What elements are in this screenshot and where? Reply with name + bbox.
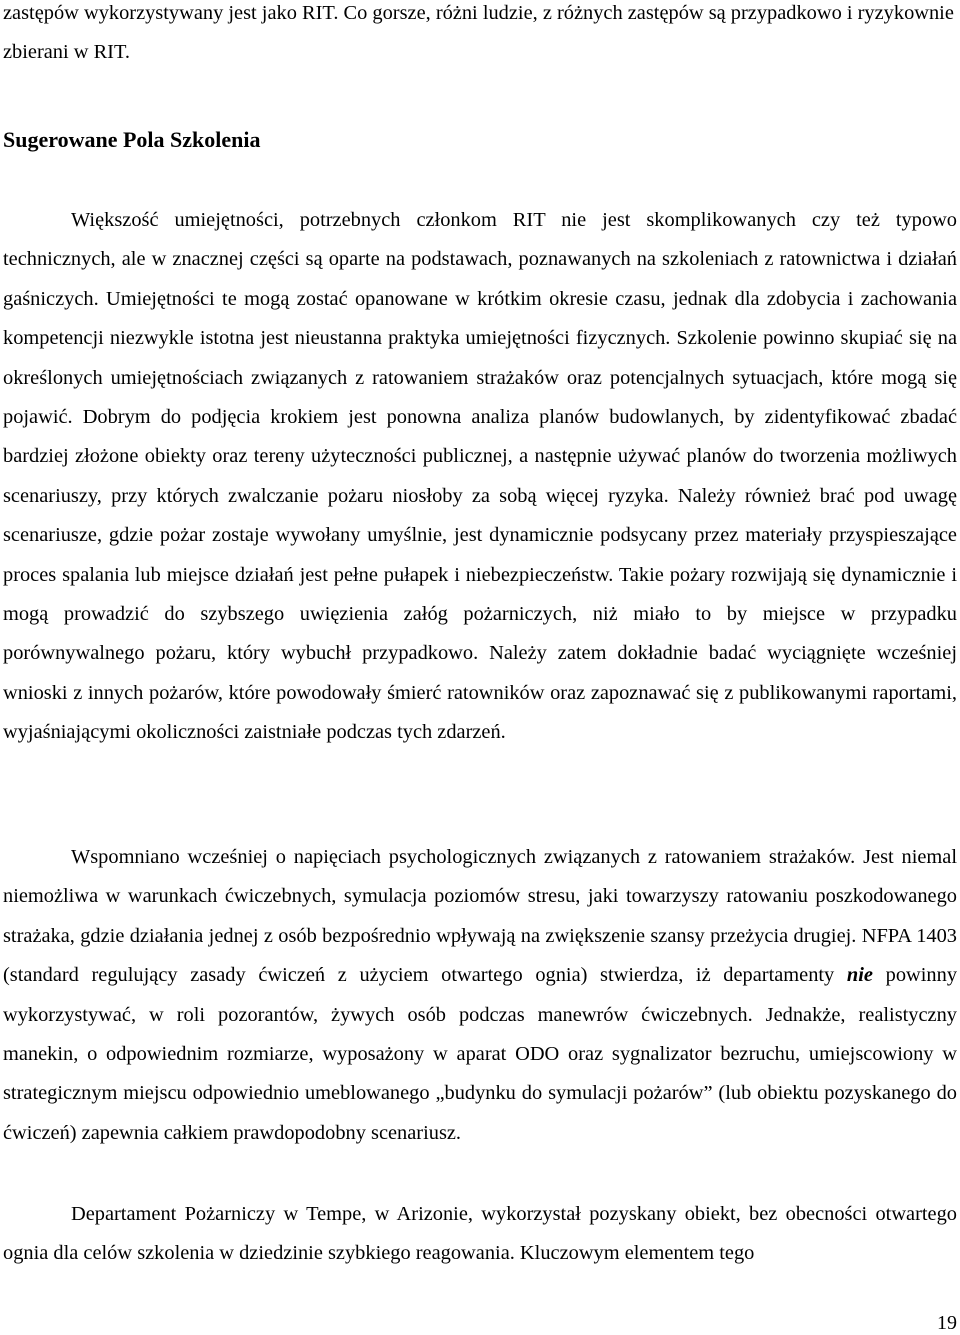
paragraph-text-part: powinny wykorzystywać, w roli pozorantów, żywych osób podczas manewrów ćwiczebnych. Jednakże, realistyczny manekin, o odpowiednim rozmiarze, wyposażony w aparat ODO oraz sygnalizator bezruchu, umiejscowiony w strategicznym miejscu odpowiednio umeblowanego „budynku do symulacji pożarów” (lub obiektu pozyskanego do ćwiczeń) zapewnia całkiem prawdopodobny scenariusz.	[3, 964, 958, 1144]
paragraph-training-skills: Większość umiejętności, potrzebnych członkom RIT nie jest skomplikowanych czy też typowo technicznych, ale w znacznej części są oparte na podstawach, poznawanych na szkoleniach z ratownictwa i działań gaśniczych. Umiejętności te mogą zostać opanowane w krótkim okresie czasu, jednak dla zdobycia i zachowania kompetencji niezwykle istotna jest nieustanna praktyka umiejętności fizycznych. Szkolenie powinno skupiać się na określonych umiejętnościach związanych z ratowaniem strażaków oraz potencjalnych sytuacjach, które mogą się pojawić. Dobrym do podjęcia krokiem jest ponowna analiza planów budowlanych, by zidentyfikować zbadać bardziej złożone obiekty oraz tereny użyteczności publicznej, a następnie używać planów do tworzenia możliwych scenariuszy, przy których zwalczanie pożaru niosłoby za sobą więcej ryzyka. Należy również brać pod uwagę scenariusze, gdzie pożar zostaje wywołany umyślnie, jest dynamicznie podsycany przez materiały przyspieszające proces spalania lub miejsce działań jest pełne pułapek i niebezpieczeństw. Takie pożary rozwijają się dynamicznie i mogą prowadzić do szybszego uwięzienia załóg pożarniczych, niż miało to by miejsce w przypadku porównywalnego pożaru, który wybuchł przypadkowo. Należy zatem dokładnie badać wyciągnięte wcześniej wnioski z innych pożarów, które powodowały śmierć ratowników oraz zapoznawać się z publikowanymi raportami, wyjaśniającymi okoliczności zaistniałe podczas tych zdarzeń.	[3, 209, 957, 744]
emphasis-text: nie	[846, 964, 873, 987]
section-heading: Sugerowane Pola Szkolenia	[3, 127, 261, 152]
intro-text: zastępów wykorzystywany jest jako RIT. Co gorsze, różni ludzie, z różnych zastępów są przypadkowo i ryzykownie zbierani w RIT.	[3, 2, 954, 64]
page-number: 19	[937, 1312, 957, 1334]
paragraph-text-part: Wspomniano wcześniej o napięciach psychologicznych związanych z ratowaniem strażaków. Jest niemal niemożliwa w warunkach ćwiczebnych, symulacja poziomów stresu, jaki towarzyszy ratowaniu poszkodowanego strażaka, gdzie działania jednej z osób bezpośrednio wpływają na zwiększenie szansy przeżycia drugiej. NFPA 1403 (standard regulujący zasady ćwiczeń z użyciem otwartego ognia) stwierdza, iż departamenty	[3, 846, 957, 987]
paragraph-psychological-stress	[3, 838, 957, 1153]
paragraph-tempe-department: Departament Pożarniczy w Tempe, w Arizonie, wykorzystał pozyskany obiekt, bez obecności otwartego ognia dla celów szkolenia w dziedzinie szybkiego reagowania. Kluczowym elementem tego	[3, 1203, 957, 1265]
